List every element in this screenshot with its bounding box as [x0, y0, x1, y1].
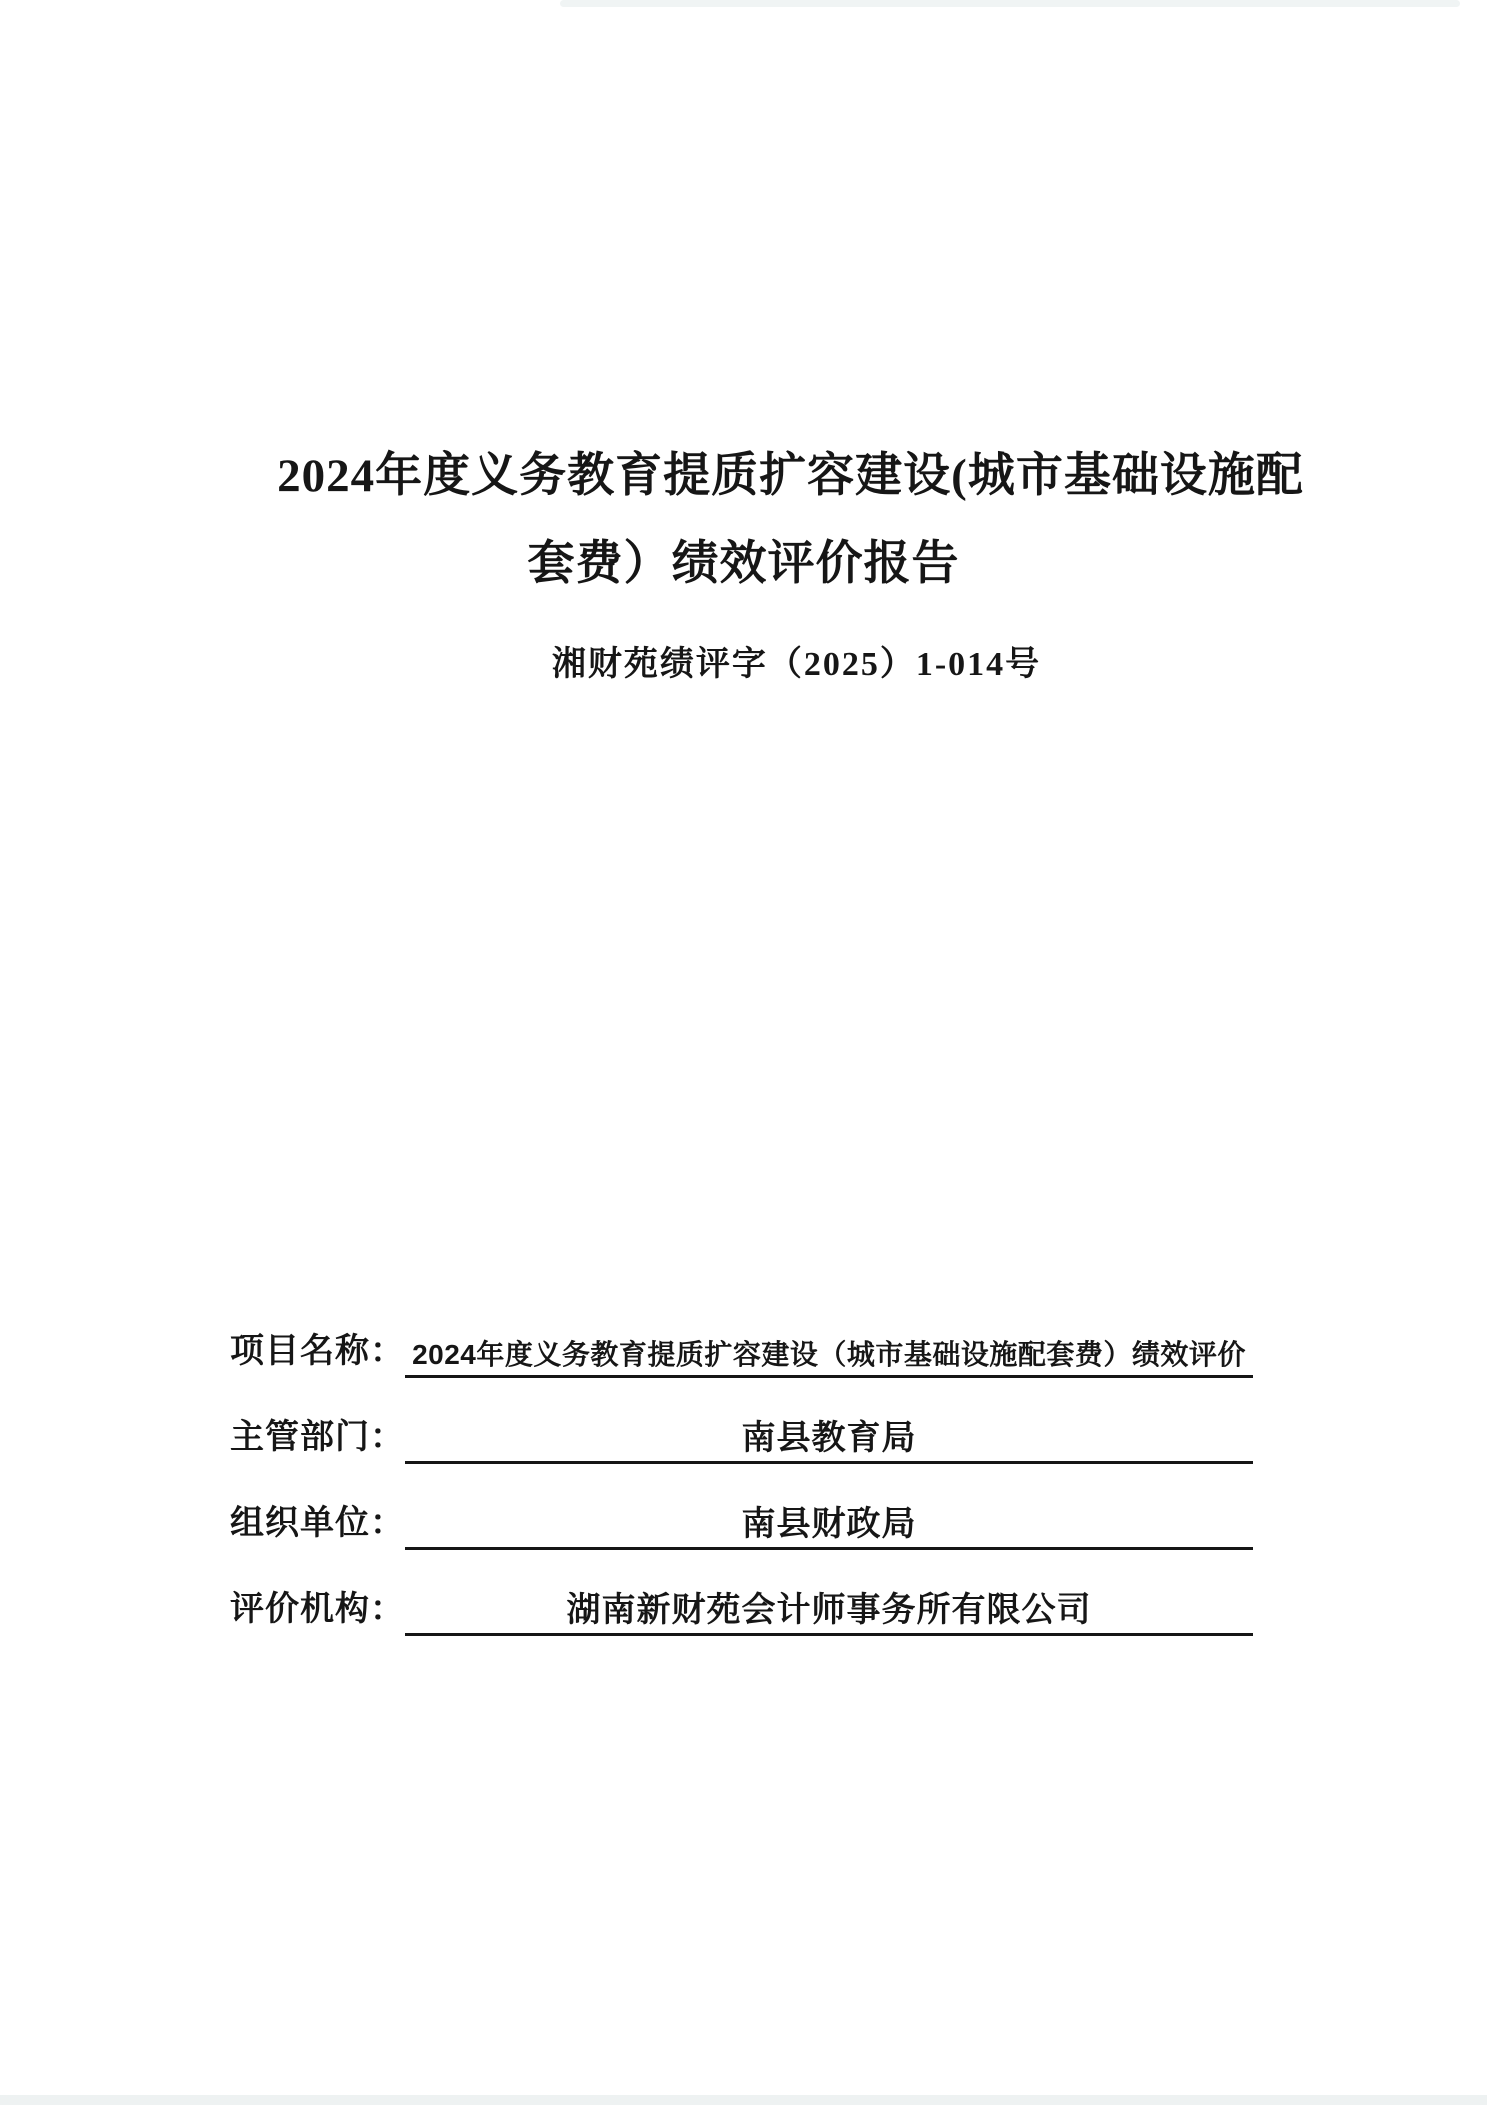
- project-name-value: 2024年度义务教育提质扩容建设（城市基础设施配套费）绩效评价: [412, 1339, 1246, 1370]
- field-row-supervising-department: [230, 1412, 1253, 1464]
- evaluation-agency-label: 评价机构：: [230, 1590, 405, 1628]
- report-title-line1: 2024年度义务教育提质扩容建设(城市基础设施配: [277, 450, 1304, 502]
- report-title: [0, 432, 1487, 608]
- cover-fields: [230, 1326, 1253, 1670]
- scan-smudge-top: [560, 0, 1460, 7]
- scan-smudge-bottom: [0, 2095, 1487, 2105]
- field-row-project-name: [230, 1326, 1253, 1378]
- evaluation-agency-underline: [405, 1593, 1253, 1636]
- organizing-unit-value: 南县财政局: [741, 1505, 917, 1543]
- report-title-line2: 套费）绩效评价报告: [527, 538, 960, 590]
- field-row-evaluation-agency: [230, 1584, 1253, 1636]
- evaluation-agency-value: 湖南新财苑会计师事务所有限公司: [566, 1591, 1092, 1629]
- field-row-organizing-unit: [230, 1498, 1253, 1550]
- supervising-department-underline: [405, 1421, 1253, 1464]
- organizing-unit-underline: [405, 1507, 1253, 1550]
- supervising-department-label: 主管部门：: [230, 1418, 405, 1456]
- document-number: 湘财苑绩评字（2025）1-014号: [551, 646, 1042, 683]
- project-name-label: 项目名称：: [230, 1332, 405, 1370]
- project-name-underline: [405, 1341, 1253, 1378]
- organizing-unit-label: 组织单位：: [230, 1504, 405, 1542]
- supervising-department-value: 南县教育局: [741, 1419, 917, 1457]
